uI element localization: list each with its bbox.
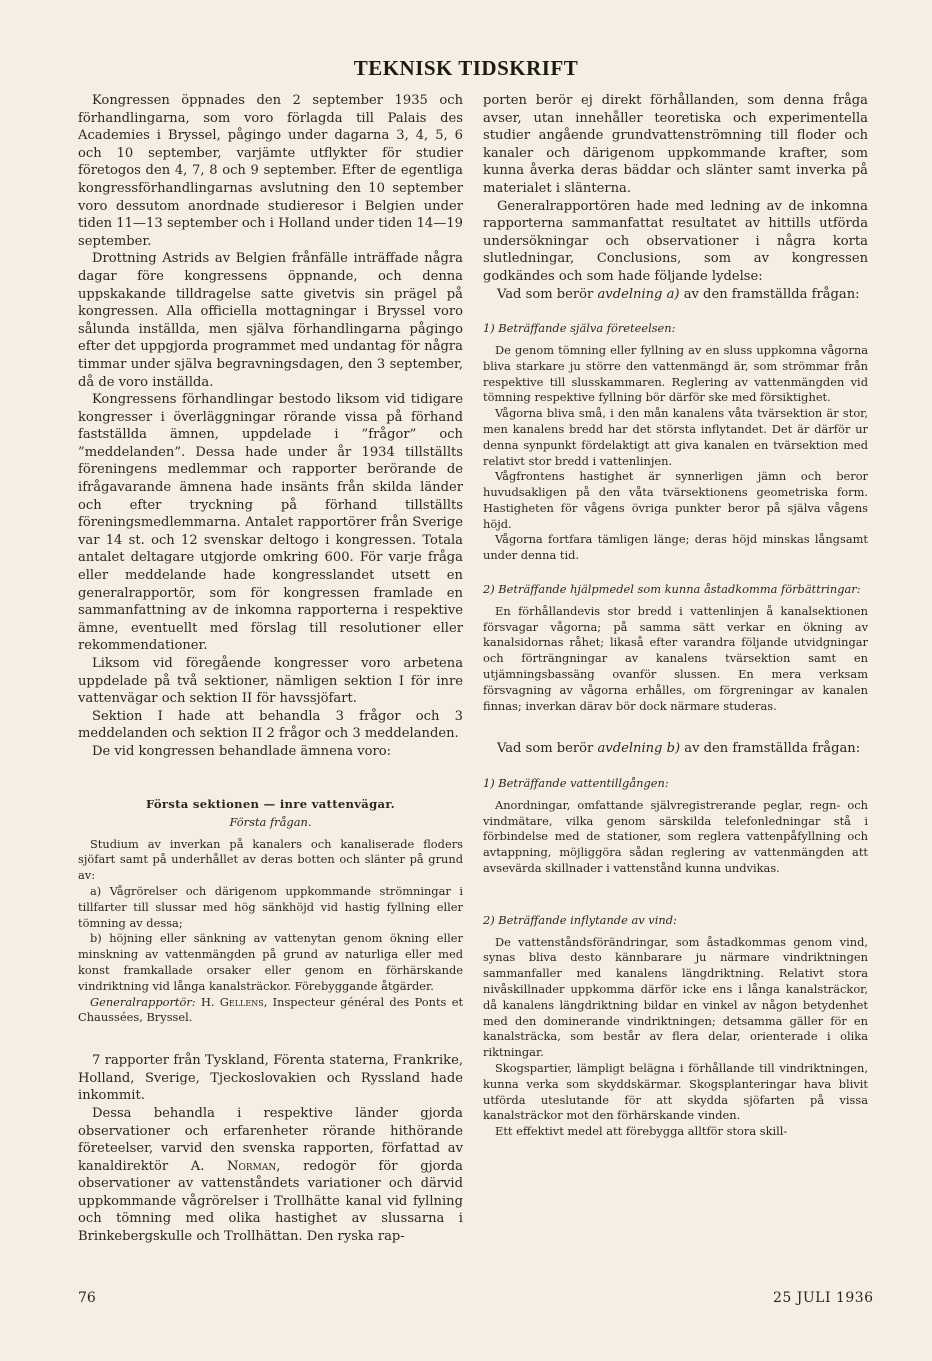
question-item-a: a) Vågrörelser och därigenom uppkommande strömningar i tillfarter till slussar med hög sänkhöjd vid hastig fyllning eller tömning av dessa; [78,883,463,930]
paragraph: Dessa behandla i respektive länder gjorda observationer och erfarenheter rörande hithörande företeelser, varvid den svenska rapporten, författad av kanaldirektör A. Norman, redogör för gjorda observationer av vattenståndets variationer och därvid uppkommande vågrörelser i Trollhätte kanal vid fyllning och tömning med olika hastighet av slussarna i Brinkebergskulle och Trollhättan. Den ryska rap- [78,1105,463,1245]
paragraph: De vid kongressen behandlade ämnena voro: [92,743,392,759]
right-column [483,92,868,1140]
paragraph: Drottning Astrids av Belgien frånfälle inträffade några dagar före kongressens öppnande, och denna uppskakande tilldragelse satte givetvis sin prägel på kongressen. Alla officiella mottagningar i Bryssel voro sålunda inställda, men själva förhandlingarna pågingo efter det uppgjorda programmet med undantag för några timmar under själva begravningsdagen, den 3 september, då de voro inställda. [78,251,463,390]
conclusion-text: Vågorna fortfara tämligen länge; deras höjd minskas långsamt under denna tid. [483,532,868,563]
paragraph: Liksom vid föregående kongresser voro arbetena uppdelade på två sektioner, nämligen sektion I för inre vattenvägar och sektion II för havssjöfart. [78,656,463,707]
conclusion-text: De genom tömning eller fyllning av en sluss uppkomna vågorna bliva starkare ju större den vattenmängd är, som strömmar från respektive till slusskammaren. Reglering av vattenmängden vid tömning respektive fyllning bör därför ske med försiktighet. [483,342,868,405]
paragraph: Kongressens förhandlingar bestodo liksom vid tidigare kongresser i överläggningar rörande vissa på förhand fastställda ämnen, uppdelade i ”frågor” och ”meddelanden”. Dessa hade under år 1934 tillställts föreningens medlemmar och rapporter berörande de ifrågavarande ämnena hade insänts från skilda länder och efter tryckning på förhand tillställts föreningsmedlemmarna. Antalet rapportörer från Sverige var 14 st. och 12 svenskar deltogo i kongressen. Totala antalet deltagare utgjorde omkring 600. För varje fråga eller meddelande hade kongresslandet utsett en generalrapportör, som för kongressen framlade en sammanfattning av de inkomna rapporterna i respektive ämne, eventuellt med förslag till resolutioner eller rekommendationer. [78,392,463,654]
paragraph: 7 rapporter från Tyskland, Förenta staterna, Frankrike, Holland, Sverige, Tjeckoslovakien och Ryssland hade inkommit. [78,1053,463,1104]
page-number: 76 [78,1290,96,1306]
conclusion-text: Vågfrontens hastighet är synnerligen jämn och beror huvudsakligen på den våta tvärsektionens geometriska form. Hastigheten för vågens övriga punkter beror på själva vågens höjd. [483,469,868,531]
section-subtitle: Första frågan. [229,814,312,829]
section-title: Första sektionen — inre vattenvägar. [145,796,396,811]
general-rapporteur: Generalrapportör: H. Gellens, Inspecteur général des Ponts et Chaussées, Bryssel. [78,994,464,1025]
left-column [78,92,463,1246]
conclusion-text: Skogspartier, lämpligt belägna i förhållande till vindriktningen, kunna verka som skyddskärmar. Skogsplanteringar hava blivit utförda uteslutande för att skydda sjöfarten på vissa kanalsträckor mot den förhärskande vinden. [483,1061,868,1123]
paragraph: Kongressen öppnades den 2 september 1935 och förhandlingarna, som voro förlagda till Palais des Academies i Bryssel, pågingo under dagarna 3, 4, 5, 6 och 10 september, varjämte utflykter för studier företogos den 4, 7, 8 och 9 september. Efter de egentliga kongressförhandlingarnas avslutning den 10 september voro dessutom anordnade studieresor i Belgien under tiden 11—13 september och i Holland under tiden 14—19 september. [78,93,463,249]
question-item-b: b) höjning eller sänkning av vattenytan genom ökning eller minskning av vattenmängden på grund av naturliga eller med konst framkallade orsaker eller genom en förhärskande vindriktning vid långa kanalsträckor. Förebyggande åtgärder. [78,931,463,993]
journal-masthead: TEKNISK TIDSKRIFT [353,56,579,80]
conclusion-text: De vattenståndsförändringar, som åstadkommas genom vind, synas bliva desto kännbarare ju närmare vindriktningen sammanfaller med kanalens längdriktning. Relativt stora nivåskillnader uppkomma därför icke ens i långa kanalsträckor, då kanalens längdriktning bildar en vinkel av någon betydenhet med den dominerande vindriktningen; detsamma gäller för en kanalsträcka, som består av flera delar, orienterade i olika riktningar. [483,934,868,1060]
issue-date: 25 JULI 1936 [773,1290,874,1306]
subheading: 2) Beträffande hjälpmedel som kunna åstadkomma förbättringar: [483,582,861,597]
paragraph: Sektion I hade att behandla 3 frågor och 3 meddelanden och sektion II 2 frågor och 3 meddelanden. [78,708,463,742]
conclusion-text: Vågorna bliva små, i den mån kanalens våta tvärsektion är stor, men kanalens bredd har det största inflytandet. Det är därför ur denna synpunkt fördelaktigt att giva kanalen en tvärsektion med relativt stor bredd i vattenlinjen. [483,406,868,468]
conclusion-text: Anordningar, omfattande självregistrerande peglar, regn- och vindmätare, vilka genom särskilda telefonledningar stå i förbindelse med de stationer, som reglera vattenpåfyllning och avtappning, möjliggöra sådan reglering av vattenmängden att avsevärda skillnader i vattenstånd kunna undvikas. [483,797,868,876]
subheading: 1) Beträffande vattentillgången: [483,776,669,791]
paragraph: Vad som berör avdelning b) av den framställda frågan: [497,741,861,757]
paragraph: porten berör ej direkt förhållanden, som denna fråga avser, utan innehåller teoretiska och experimentella studier angående grundvattenströmning till floder och kanaler och därigenom uppkommande krafter, som kunna åverka deras bäddar och slänter samt inverka på materialet i slänterna. [483,93,868,196]
conclusion-text: En förhållandevis stor bredd i vattenlinjen å kanalsektionen försvagar vågorna; på samma sätt verkar en ökning av kanalsidornas råhet; likaså efter varandra följande utvidgningar och förträngningar av kanalens tvärsektion samt en utjämningsbassäng ovanför slussen. En mera verksam försvagning av vågorna erhålles, om förgreningar av kanalen finnas; inverkan därav bör dock närmare studeras. [483,603,868,713]
subheading: 2) Beträffande inflytande av vind: [483,912,677,927]
conclusion-text: Ett effektivt medel att förebygga alltför stora skill- [495,1124,788,1139]
paragraph: Generalrapportören hade med ledning av de inkomna rapporterna sammanfattat resultatet av hittills utförda undersökningar och observationer i några korta slutledningar, Conclusions, som av kongressen godkändes och som hade följande lydelse: [483,198,868,284]
paragraph: Vad som berör avdelning a) av den framställda frågan: [497,286,860,302]
subheading: 1) Beträffande själva företeelsen: [483,321,676,336]
question-text: Studium av inverkan på kanalers och kanaliserade floders sjöfart samt på underhållet av deras botten och slänter på grund av: [78,836,463,883]
